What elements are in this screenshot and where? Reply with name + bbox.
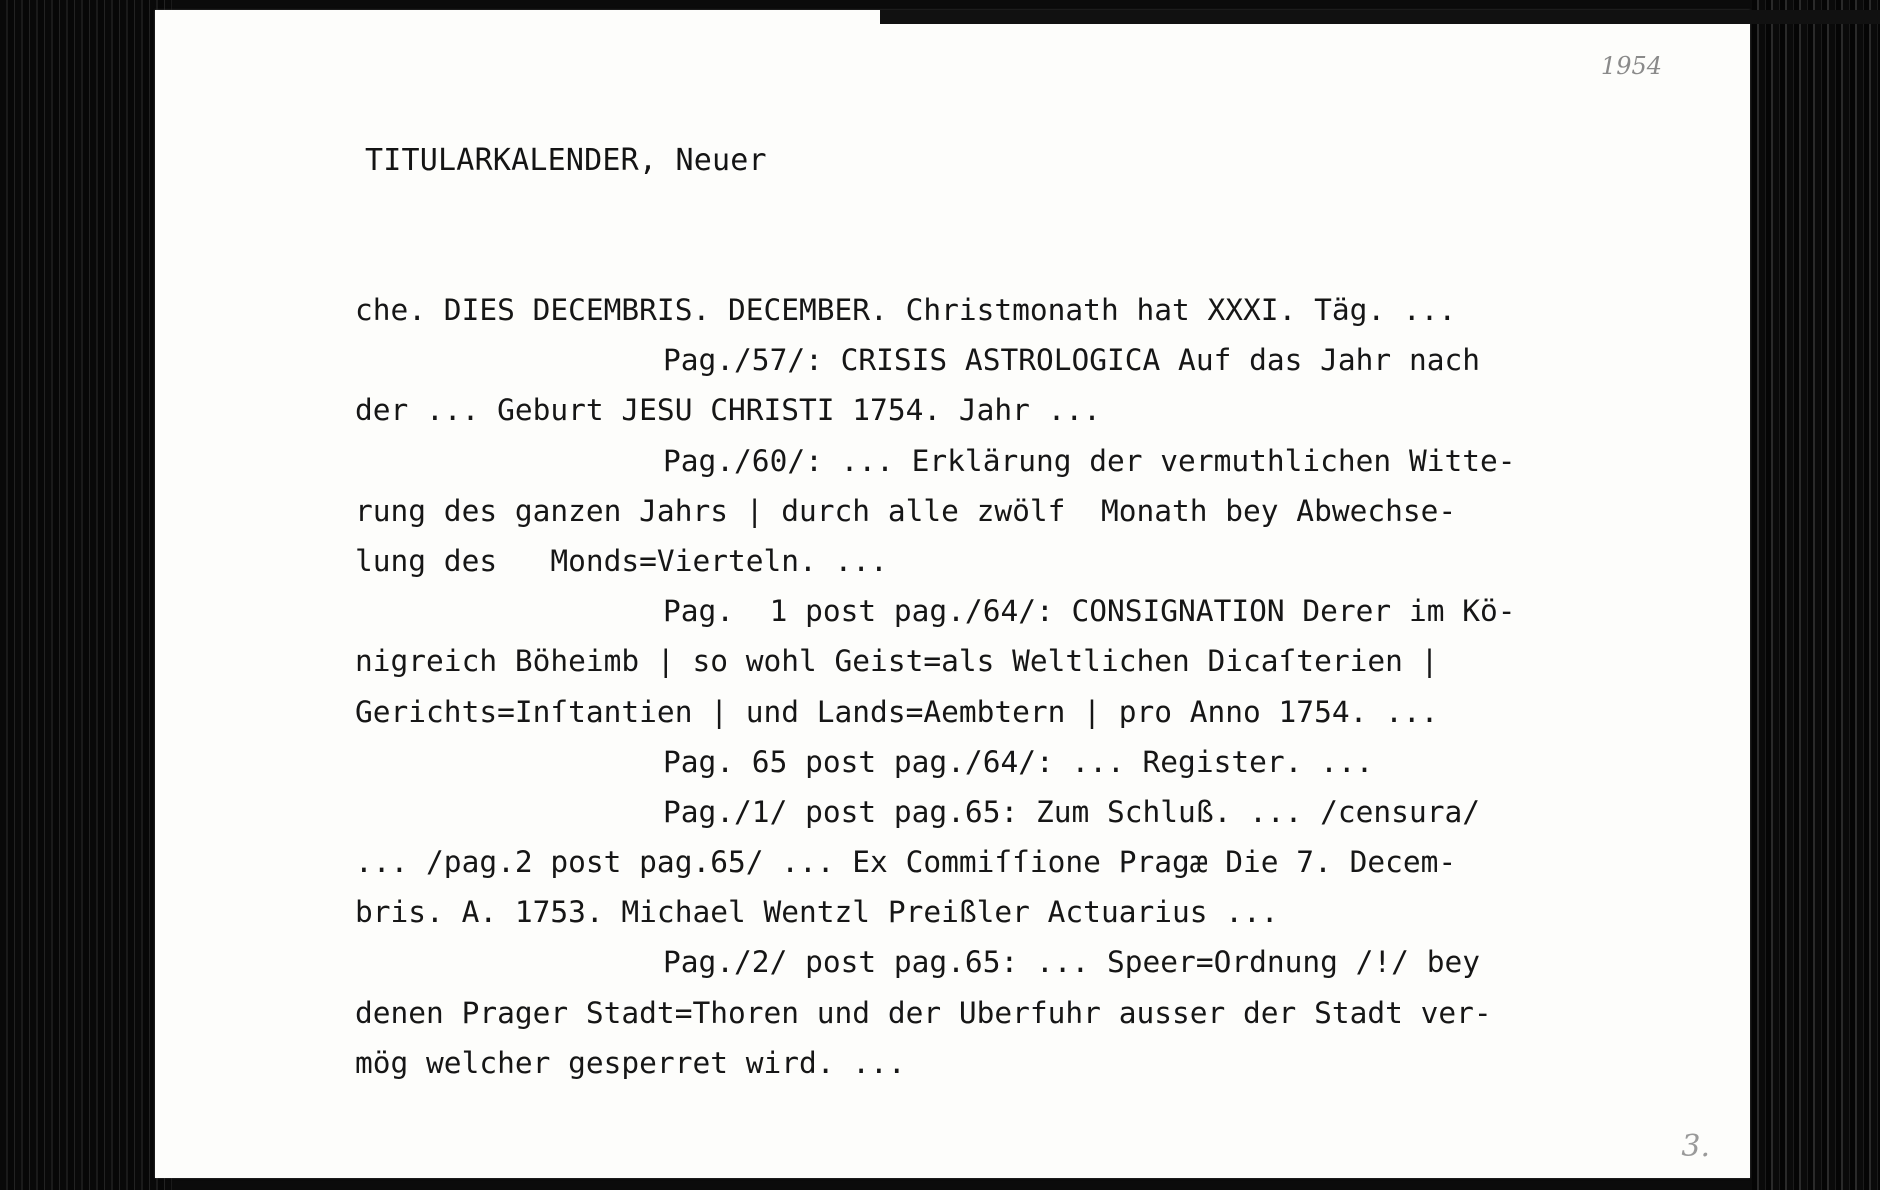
text-line-15: denen Prager Stadt=Thoren und der Uberfuhr ausser der Stadt ver- <box>355 995 1492 1030</box>
text-line-9: Gerichts=Inſtantien | und Lands=Aembtern | pro Anno 1754. ... <box>355 694 1439 729</box>
text-line-4: Pag./60/: ... Erklärung der vermuthlichen Witte- <box>663 443 1516 478</box>
scan-right-border <box>1752 0 1880 1190</box>
card-body <box>355 285 1725 1088</box>
scan-top-strip <box>880 10 1880 24</box>
text-line-1: che. DIES DECEMBRIS. DECEMBER. Christmonath hat XXXI. Täg. ... <box>355 293 1457 327</box>
text-line-16: mög welcher gesperret wird. ... <box>355 1045 906 1080</box>
text-line-10: Pag. 65 post pag./64/: ... Register. ... <box>663 744 1374 779</box>
text-line-3: der ... Geburt JESU CHRISTI 1754. Jahr ... <box>355 393 1101 428</box>
text-line-2: Pag./57/: CRISIS ASTROLOGICA Auf das Jahr nach <box>663 343 1480 378</box>
card-title: TITULARKALENDER, Neuer <box>365 143 767 178</box>
text-line-11: Pag./1/ post pag.65: Zum Schluß. ... /censura/ <box>663 794 1480 829</box>
text-line-6: lung des Monds=Vierteln. ... <box>355 543 888 578</box>
text-line-14: Pag./2/ post pag.65: ... Speer=Ordnung /!/ bey <box>663 945 1480 980</box>
text-line-13: bris. A. 1753. Michael Wentzl Preißler Actuarius ... <box>355 895 1279 930</box>
text-line-12: ... /pag.2 post pag.65/ ... Ex Commiſſione Pragæ Die 7. Decem- <box>355 845 1457 880</box>
text-line-7: Pag. 1 post pag./64/: CONSIGNATION Derer im Kö- <box>663 594 1516 629</box>
scan-left-border <box>0 0 172 1190</box>
text-line-8: nigreich Böheimb | so wohl Geist=als Weltlichen Dicaſterien | <box>355 644 1439 679</box>
text-line-5: rung des ganzen Jahrs | durch alle zwölf Monath bey Abwechse- <box>355 493 1457 528</box>
handwritten-card-number: 1954 <box>1600 52 1662 80</box>
handwritten-sequence-mark: 3. <box>1681 1129 1710 1164</box>
catalog-card <box>155 10 1750 1178</box>
